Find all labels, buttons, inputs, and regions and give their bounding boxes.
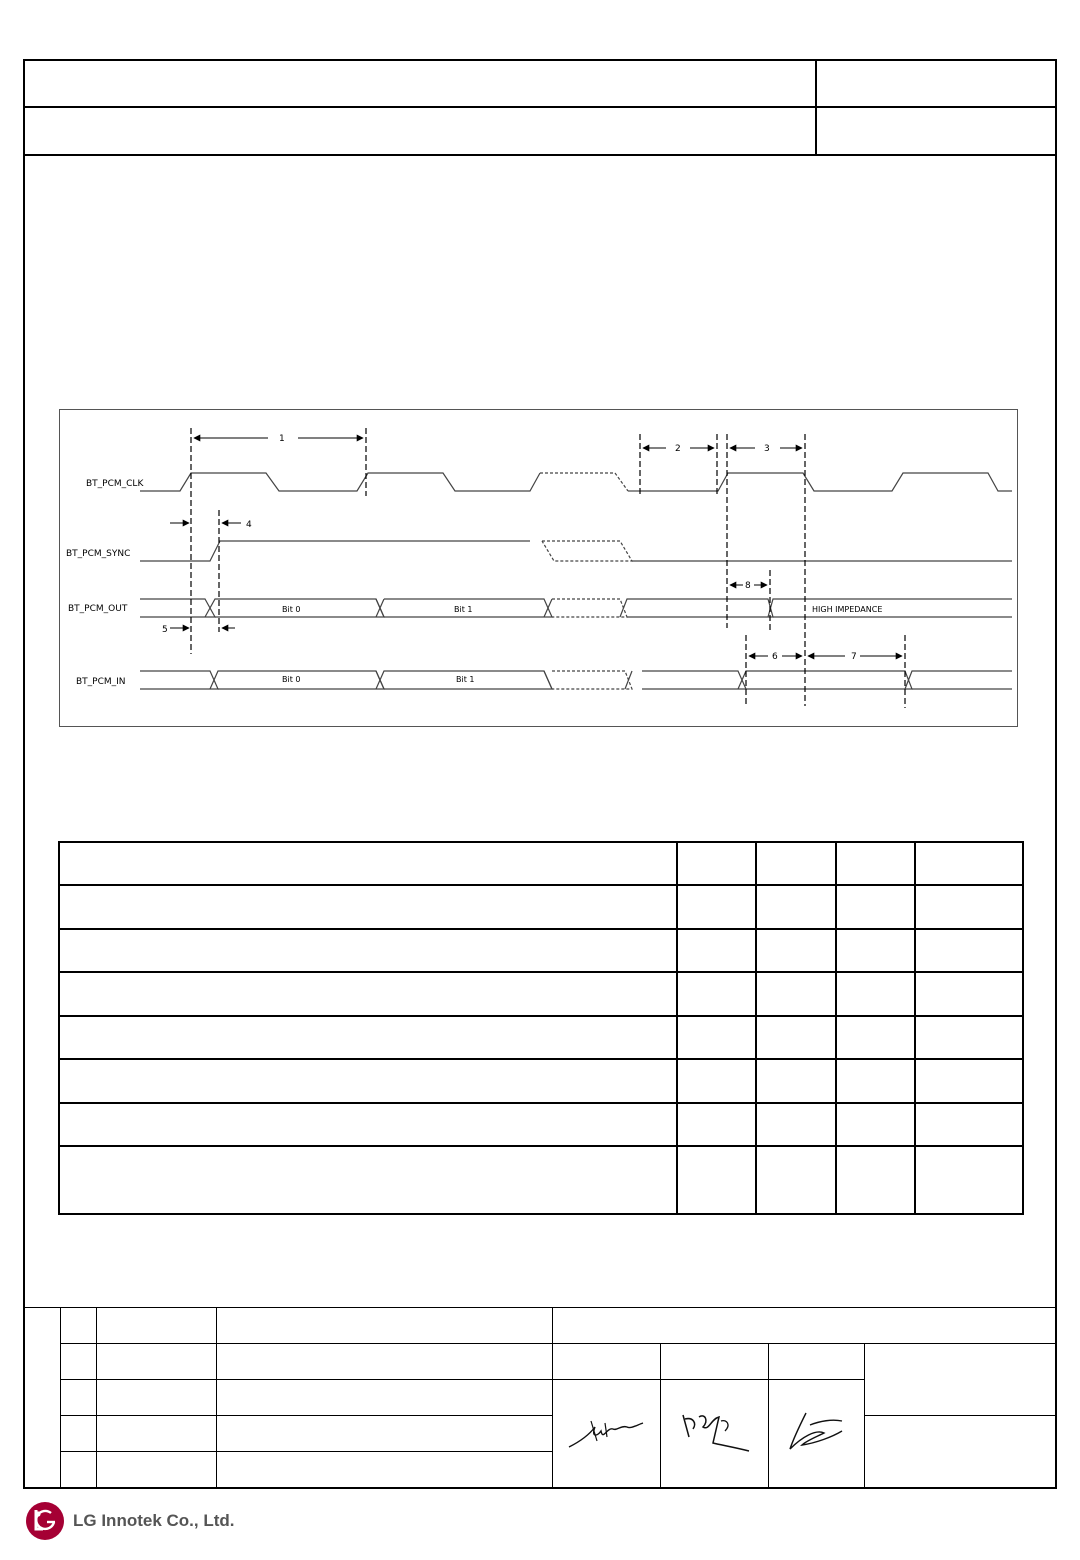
approval-header-cell: [552, 1308, 1055, 1344]
table-cell: [59, 972, 677, 1015]
table-cell: [836, 1059, 915, 1102]
signature-cell-2: [660, 1380, 768, 1488]
table-row: [59, 929, 1023, 972]
sync-waveform: [140, 541, 1012, 561]
table-row: [59, 1059, 1023, 1102]
header-divider-2: [25, 154, 1055, 156]
table-cell: [59, 1016, 677, 1059]
table-cell: [915, 1103, 1023, 1146]
footer-row: [25, 1344, 1055, 1380]
table-cell: [756, 929, 836, 972]
out-bit-1-label: Bit 1: [454, 605, 473, 614]
header-divider-1: [25, 106, 1055, 108]
signal-label-sync: BT_PCM_SYNC: [66, 549, 131, 559]
timing-reference-lines: [191, 428, 905, 708]
timing-spec-table: [58, 841, 1024, 1215]
marker-4: 4: [246, 520, 252, 530]
table-cell: [836, 1016, 915, 1059]
marker-2: 2: [675, 444, 681, 454]
table-cell: [915, 929, 1023, 972]
table-cell: [677, 885, 756, 928]
handwritten-signature-3: [776, 1407, 856, 1457]
table-cell: [915, 1059, 1023, 1102]
table-row: [59, 1016, 1023, 1059]
revision-description-cell: [216, 1416, 552, 1452]
document-info-cell: [864, 1344, 1055, 1416]
table-row: [59, 842, 1023, 885]
company-name: LG Innotek Co., Ltd.: [73, 1511, 235, 1530]
revision-date-cell: [96, 1416, 216, 1452]
handwritten-signature-1: [561, 1407, 651, 1457]
table-row: [59, 1146, 1023, 1214]
in-bit-1-label: Bit 1: [456, 675, 475, 684]
footer-approval-block: [25, 1307, 1056, 1488]
header-column-divider: [815, 61, 817, 155]
table-row: [59, 1103, 1023, 1146]
high-impedance-label: HIGH IMPEDANCE: [812, 605, 883, 614]
approval-role-cell: [768, 1344, 864, 1380]
marker-8: 8: [745, 581, 751, 591]
revision-description-cell: [216, 1308, 552, 1344]
marker-5: 5: [162, 625, 168, 635]
table-cell: [59, 885, 677, 928]
revision-date-cell: [96, 1308, 216, 1344]
table-cell: [836, 1146, 915, 1214]
table-cell: [677, 1059, 756, 1102]
in-waveform: [140, 671, 1012, 689]
timing-dimension-arrows: [170, 438, 902, 656]
table-cell: [836, 885, 915, 928]
table-cell: [677, 1146, 756, 1214]
table-cell: [756, 1059, 836, 1102]
table-cell: [915, 842, 1023, 885]
revision-date-cell: [96, 1452, 216, 1488]
timing-diagram-svg: [60, 410, 1017, 726]
revision-no-cell: [60, 1380, 96, 1416]
table-cell: [59, 1059, 677, 1102]
approval-role-cell: [660, 1344, 768, 1380]
revision-date-cell: [96, 1380, 216, 1416]
table-cell: [59, 1146, 677, 1214]
footer-row: [25, 1416, 1055, 1452]
table-cell: [677, 842, 756, 885]
revision-date-cell: [96, 1344, 216, 1380]
table-cell: [677, 929, 756, 972]
revision-no-cell: [60, 1308, 96, 1344]
table-cell: [59, 1103, 677, 1146]
pcm-timing-diagram: [59, 409, 1018, 727]
table-row: [59, 972, 1023, 1015]
table-cell: [756, 1103, 836, 1146]
revision-no-cell: [60, 1452, 96, 1488]
table-cell: [915, 972, 1023, 1015]
table-cell: [59, 929, 677, 972]
table-cell: [836, 1103, 915, 1146]
table-row: [59, 885, 1023, 928]
table-cell: [915, 885, 1023, 928]
revision-no-cell: [60, 1344, 96, 1380]
revision-description-cell: [216, 1380, 552, 1416]
clk-waveform: [140, 473, 1012, 491]
signature-cell-3: [768, 1380, 864, 1488]
company-logo: [25, 1500, 234, 1542]
page-frame: [23, 59, 1057, 1489]
lg-face-logo-icon: [25, 1501, 65, 1541]
revision-no-cell: [60, 1416, 96, 1452]
signal-label-in: BT_PCM_IN: [76, 677, 126, 687]
table-cell: [756, 1146, 836, 1214]
table-cell: [59, 842, 677, 885]
table-cell: [756, 842, 836, 885]
table-cell: [836, 929, 915, 972]
document-info-cell: [864, 1416, 1055, 1488]
revision-description-cell: [216, 1344, 552, 1380]
table-cell: [915, 1146, 1023, 1214]
table-cell: [756, 885, 836, 928]
table-cell: [677, 1103, 756, 1146]
table-cell: [756, 1016, 836, 1059]
signal-label-clk: BT_PCM_CLK: [86, 479, 144, 489]
table-cell: [677, 972, 756, 1015]
signature-cell-1: [552, 1380, 660, 1488]
table-cell: [915, 1016, 1023, 1059]
table-cell: [677, 1016, 756, 1059]
footer-row: [25, 1308, 1055, 1344]
marker-3: 3: [764, 444, 770, 454]
table-cell: [756, 972, 836, 1015]
marker-6: 6: [772, 652, 778, 662]
out-bit-0-label: Bit 0: [282, 605, 301, 614]
table-cell: [836, 842, 915, 885]
marker-1: 1: [279, 434, 285, 444]
table-cell: [836, 972, 915, 1015]
signal-label-out: BT_PCM_OUT: [68, 604, 128, 614]
footer-margin-cell: [25, 1308, 60, 1488]
marker-7: 7: [851, 652, 857, 662]
in-bit-0-label: Bit 0: [282, 675, 301, 684]
revision-description-cell: [216, 1452, 552, 1488]
handwritten-signature-2: [669, 1407, 759, 1457]
approval-role-cell: [552, 1344, 660, 1380]
